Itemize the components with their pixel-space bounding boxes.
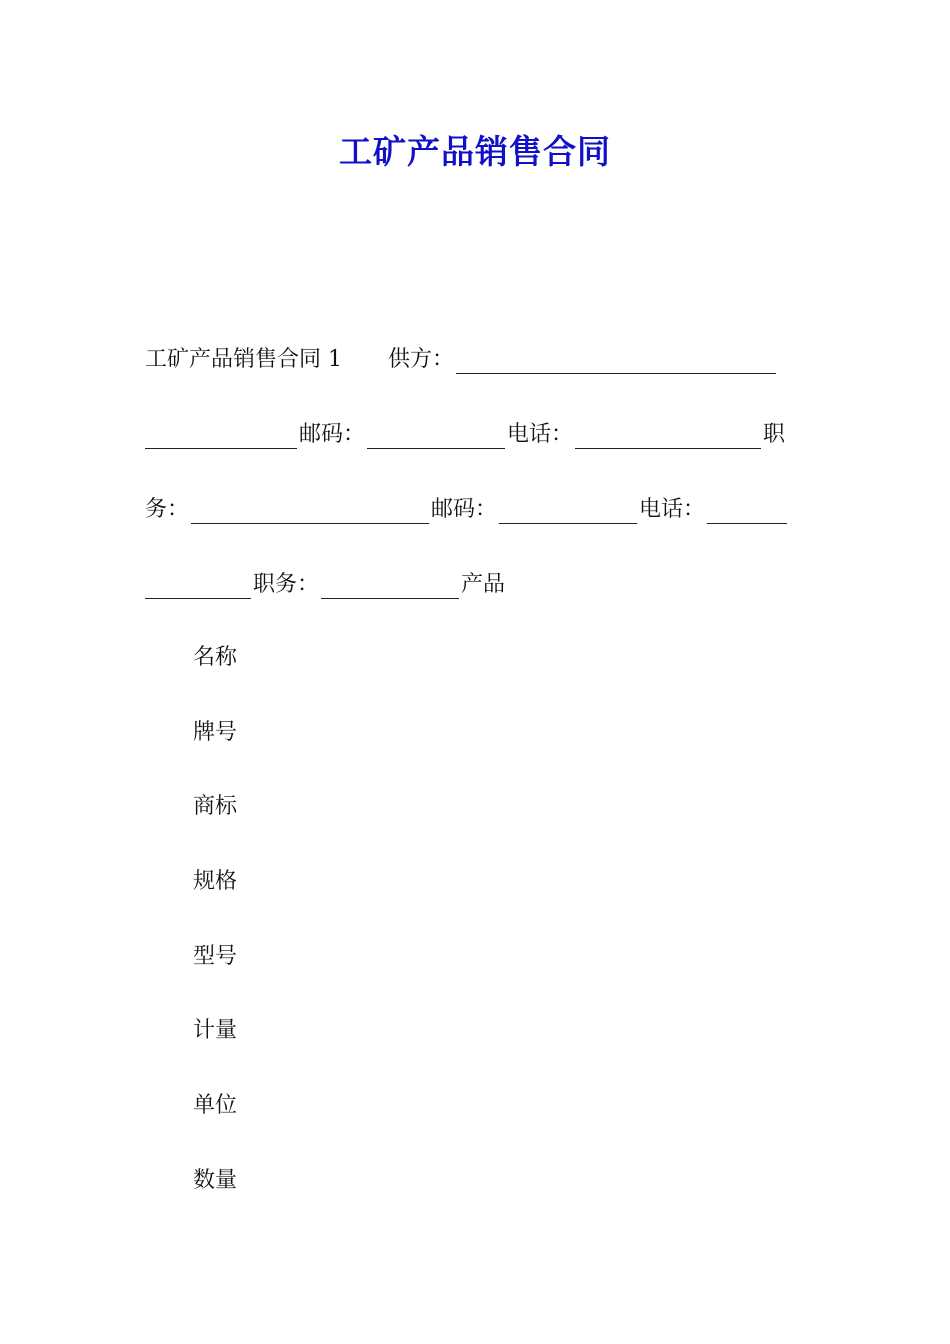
product-item-grade: 牌号 (193, 720, 238, 745)
contract-line-2 (145, 415, 807, 455)
product-label: 产品 (461, 572, 506, 597)
postcode-label-2: 邮码： (431, 497, 498, 522)
position-blank[interactable] (191, 493, 429, 524)
address-blank[interactable] (145, 418, 297, 449)
product-item-measure: 计量 (193, 1018, 238, 1043)
supplier-blank[interactable] (456, 343, 776, 374)
phone-label-2: 电话： (639, 497, 706, 522)
product-item-spec: 规格 (193, 869, 238, 894)
position-label-part2: 务： (145, 497, 190, 522)
phone-blank-2a[interactable] (707, 493, 787, 524)
product-item-model: 型号 (193, 944, 238, 969)
postcode-blank[interactable] (367, 418, 505, 449)
supplier-label: 供方： (388, 347, 455, 372)
position-blank-2[interactable] (321, 568, 459, 599)
phone-label: 电话： (507, 422, 574, 447)
product-item-trademark: 商标 (193, 794, 238, 819)
contract-heading: 工矿产品销售合同 1 (145, 347, 342, 372)
contract-line-4 (145, 565, 807, 605)
contract-line-3 (145, 490, 807, 530)
phone-blank[interactable] (575, 418, 761, 449)
contract-line-1 (145, 340, 807, 380)
position-label-part1: 职 (763, 422, 786, 447)
product-item-name: 名称 (193, 645, 238, 670)
postcode-blank-2[interactable] (499, 493, 637, 524)
document-title: 工矿产品销售合同 (339, 132, 611, 171)
phone-blank-2b[interactable] (145, 568, 251, 599)
product-item-quantity: 数量 (193, 1168, 238, 1193)
position-label-2: 职务： (253, 572, 320, 597)
postcode-label: 邮码： (299, 422, 366, 447)
product-item-unit: 单位 (193, 1093, 238, 1118)
